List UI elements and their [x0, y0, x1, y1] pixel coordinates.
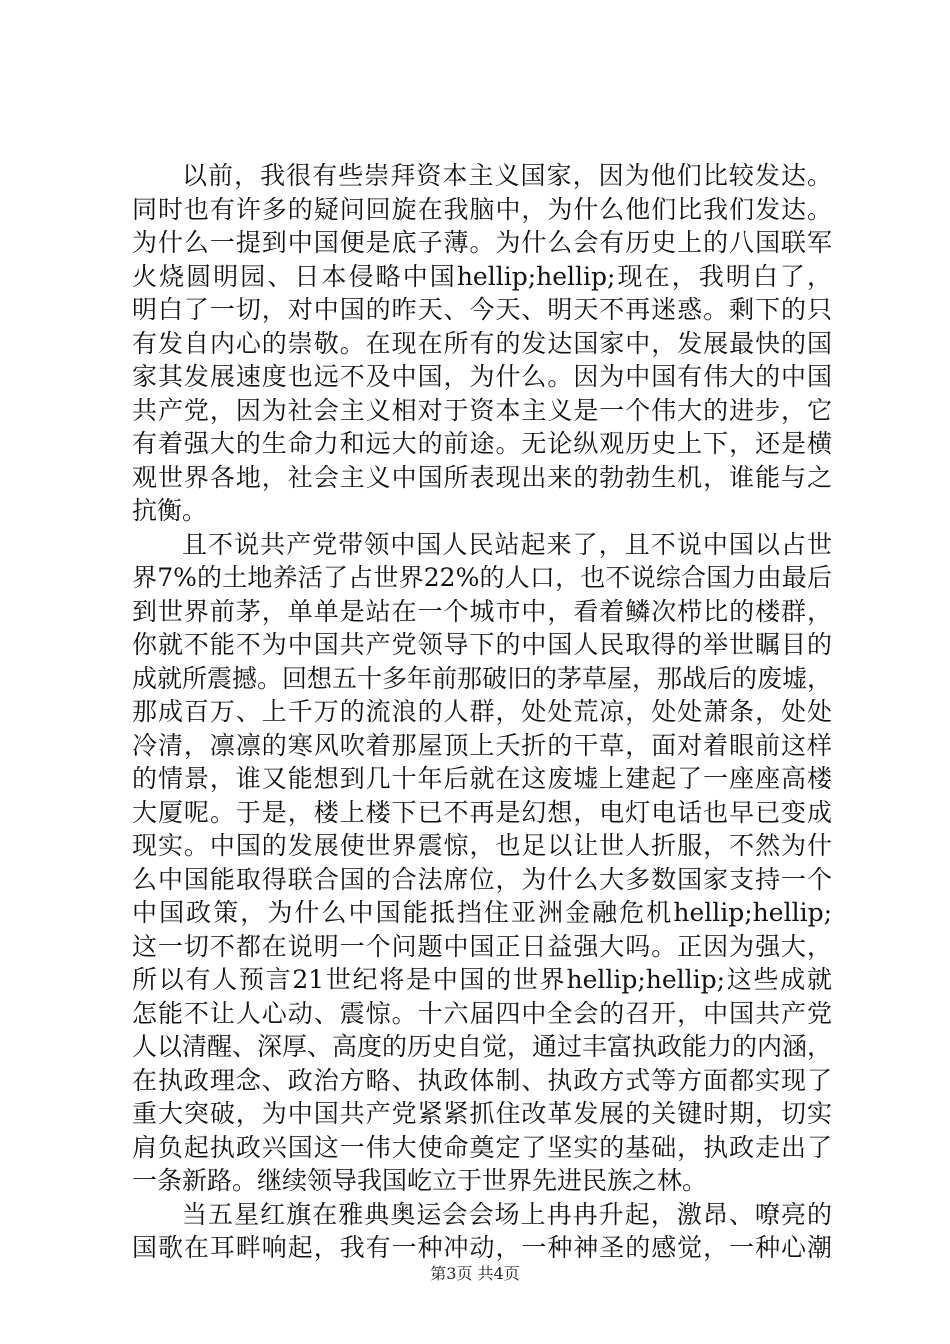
paragraph-1	[132, 159, 832, 528]
paragraph-3	[132, 1198, 832, 1265]
page-footer: 第3页 共4页	[430, 1264, 520, 1283]
text-line: 当五星红旗在雅典奥运会会场上冉冉升起，激昂、嘹亮的	[182, 1199, 832, 1229]
text-line: 你就不能不为中国共产党领导下的中国人民取得的举世瞩目的	[132, 630, 832, 659]
text-line: 有着强大的生命力和远大的前途。无论纵观历史上下，还是横	[132, 429, 832, 458]
text-line: 这一切不都在说明一个问题中国正日益强大吗。正因为强大，	[132, 931, 832, 961]
paragraph-2	[132, 528, 832, 1198]
text-line: 大厦呢。于是，楼上楼下已不再是幻想，电灯电话也早已变成	[132, 797, 832, 827]
text-line: 以前，我很有些崇拜资本主义国家，因为他们比较发达。	[182, 161, 832, 190]
text-line: 那成百万、上千万的流浪的人群，处处荒凉，处处萧条，处处	[132, 697, 832, 726]
text-line: 观世界各地，社会主义中国所表现出来的勃勃生机，谁能与之	[132, 462, 832, 492]
text-line: 在执政理念、政治方略、执政体制、执政方式等方面都实现了	[132, 1065, 832, 1095]
text-line: 共产党，因为社会主义相对于资本主义是一个伟大的进步，它	[132, 395, 832, 425]
text-line: 且不说共产党带领中国人民站起来了，且不说中国以占世	[182, 529, 832, 559]
text-line: 现实。中国的发展使世界震惊，也足以让世人折服，不然为什	[132, 831, 832, 860]
text-line: 有发自内心的崇敬。在现在所有的发达国家中，发展最快的国	[132, 328, 832, 358]
text-line: 中国政策，为什么中国能抵挡住亚洲金融危机hellip;hellip;	[132, 898, 832, 927]
text-line: 为什么一提到中国便是底子薄。为什么会有历史上的八国联军	[132, 228, 832, 257]
text-line: 家其发展速度也远不及中国，为什么。因为中国有伟大的中国	[132, 362, 832, 391]
text-line: 成就所震撼。回想五十多年前那破旧的茅草屋，那战后的废墟，	[132, 663, 833, 693]
text-line: 重大突破，为中国共产党紧紧抓住改革发展的关键时期，切实	[132, 1099, 832, 1128]
text-line: 冷清，凛凛的寒风吹着那屋顶上夭折的干草，面对着眼前这样	[132, 730, 832, 760]
text-line: 火烧圆明园、日本侵略中国hellip;hellip;现在，我明白了，	[132, 261, 832, 291]
text-line: 一条新路。继续领导我国屹立于世界先进民族之林。	[132, 1166, 708, 1195]
text-line: 怎能不让人心动、震惊。十六届四中全会的召开，中国共产党	[132, 998, 832, 1028]
text-line: 抗衡。	[132, 496, 208, 525]
text-line: 到世界前茅，单单是站在一个城市中，看着鳞次栉比的楼群，	[132, 596, 832, 626]
text-line: 么中国能取得联合国的合法席位，为什么大多数国家支持一个	[132, 864, 832, 894]
text-line: 界7%的土地养活了占世界22%的人口，也不说综合国力由最后	[132, 563, 832, 592]
text-line: 所以有人预言21世纪将是中国的世界hellip;hellip;这些成就	[132, 965, 832, 994]
text-line: 的情景，谁又能想到几十年后就在这废墟上建起了一座座高楼	[132, 764, 832, 793]
text-line: 肩负起执政兴国这一伟大使命奠定了坚实的基础，执政走出了	[132, 1132, 832, 1162]
document-body	[132, 159, 832, 1265]
text-line: 国歌在耳畔响起，我有一种冲动，一种神圣的感觉，一种心潮	[132, 1233, 832, 1262]
text-line: 同时也有许多的疑问回旋在我脑中，为什么他们比我们发达。	[132, 194, 832, 224]
text-line: 人以清醒、深厚、高度的历史自觉，通过丰富执政能力的内涵，	[132, 1032, 833, 1061]
text-line: 明白了一切，对中国的昨天、今天、明天不再迷惑。剩下的只	[132, 295, 832, 324]
